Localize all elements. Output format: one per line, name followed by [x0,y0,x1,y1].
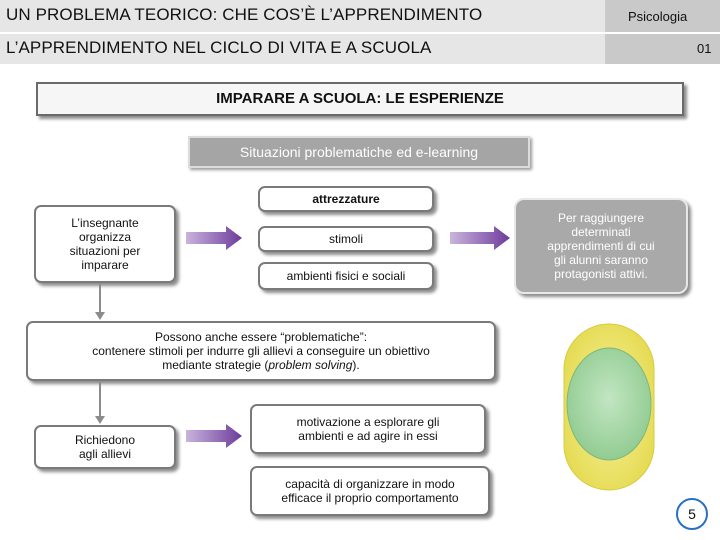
right-arrow-icon [186,226,242,250]
problem-line-2: contenere stimoli per indurre gli allievi a conseguire un obiettivo [92,344,430,358]
problem-box [26,321,496,381]
requires-line: Richiedono [74,433,136,447]
requires-box [34,425,176,469]
goal-line: Per raggiungere [557,211,645,225]
goal-line: determinati [571,225,631,239]
motivation-line: ambienti e ad agire in essi [298,429,438,443]
subject-label: Psicologia [628,9,688,24]
ring-diagram [562,322,656,492]
section-number: 01 [697,41,712,56]
page-title: UN PROBLEMA TEORICO: CHE COS’È L’APPRENDIMENTO [6,5,483,24]
goal-line: gli alunni saranno [553,253,649,267]
problem-line-3-prefix: mediante strategie ( [162,358,269,372]
environments-box: ambienti fisici e sociali [258,262,434,290]
problem-line-3-suffix: ). [352,358,360,372]
connector-line [99,382,101,418]
problem-line-1: Possono anche essere “problematiche”: [154,330,368,344]
capacity-line: capacità di organizzare in modo [285,477,455,491]
requires-line: agli allievi [78,447,131,461]
situations-box: Situazioni problematiche ed e-learning [188,136,530,168]
equipment-box: attrezzature [258,186,434,212]
teacher-line: L’insegnante [71,216,139,230]
teacher-line: imparare [81,258,129,272]
connector-arrowhead [95,312,105,320]
problem-line-3 [92,358,430,372]
connector-arrowhead [95,416,105,424]
connector-line [99,284,101,314]
problem-solving-term: problem solving [268,358,353,372]
motivation-box [250,404,486,454]
goal-box [514,198,688,294]
header-divider [0,32,720,34]
capacity-line: efficace il proprio comportamento [281,491,459,505]
goal-line: apprendimenti di cui [547,239,655,253]
teacher-line: organizza [78,230,132,244]
teacher-line: situazioni per [69,244,141,258]
motivation-line: motivazione a esplorare gli [296,415,440,429]
goal-line: protagonisti attivi. [554,267,648,281]
capacity-box [250,466,490,516]
page-number: 5 [676,498,708,530]
page-subtitle: L’APPRENDIMENTO NEL CICLO DI VITA E A SCUOLA [6,38,432,57]
banner-title: IMPARARE A SCUOLA: LE ESPERIENZE [36,82,684,116]
right-arrow-icon [450,226,510,250]
teacher-box [34,205,176,283]
stimuli-box: stimoli [258,226,434,252]
right-arrow-icon [186,424,242,448]
